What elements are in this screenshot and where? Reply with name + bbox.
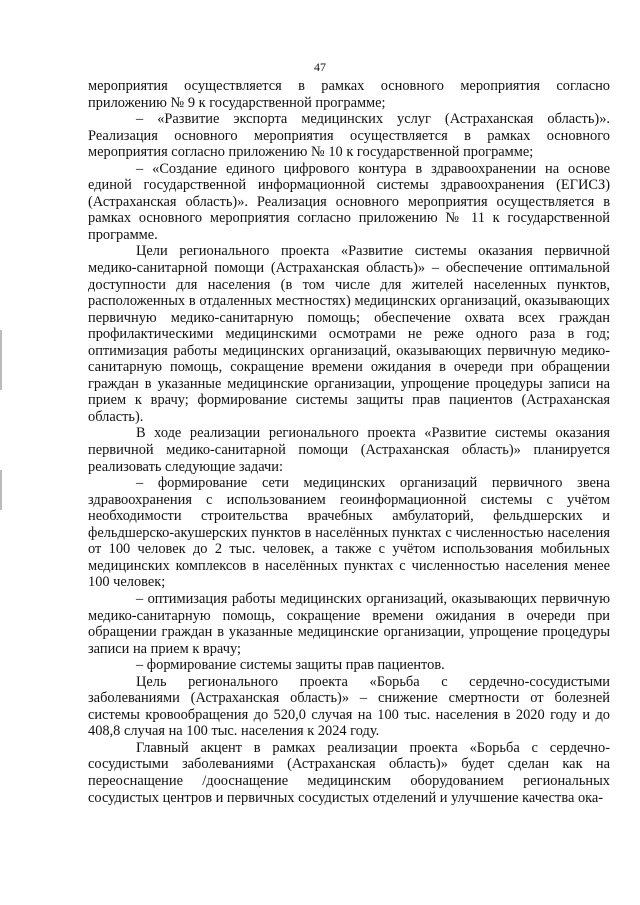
list-item: – формирование сети медицинских организаций первичного звена здравоохранения с использованием геоинформационной системы с учётом необходимости строительства врачебных амбулаторий, фельдшерских и фельдшерско-акушерских пунктов в населённых пунктах с численностью населения от 100 человек до 2 тыс. человек, а также с учётом использования мобильных медицинских комплексов в населённых пунктах с численностью населения менее 100 человек; — [88, 475, 610, 591]
page-number: 47 — [314, 60, 326, 74]
paragraph: Главный акцент в рамках реализации проекта «Борьба с сердечно-сосудистыми заболеваниями (Астраханская область)» будет сделан как на переоснащение /дооснащение медицинским оборудованием региональных сосудистых центров и первичных сосудистых отделений и улучшение качества ока- — [88, 739, 610, 806]
list-item: – «Развитие экспорта медицинских услуг (Астраханская область)». Реализация основного мероприятия осуществляется в рамках основного мероприятия согласно приложению № 10 к государственной программе; — [88, 111, 610, 161]
margin-mark — [0, 470, 2, 510]
document-body — [88, 78, 610, 806]
paragraph: мероприятия осуществляется в рамках основного мероприятия согласно приложению № 9 к государственной программе; — [88, 78, 610, 111]
paragraph: Цель регионального проекта «Борьба с сердечно-сосудистыми заболеваниями (Астраханская область)» – снижение смертности от болезней системы кровообращения до 520,0 случая на 100 тыс. населения в 2020 году и до 408,8 случая на 100 тыс. населения к 2024 году. — [88, 673, 610, 740]
paragraph: Цели регионального проекта «Развитие системы оказания первичной медико-санитарной помощи (Астраханская область)» – обеспечение оптимальной доступности для населения (в том числе для жителей населенных пунктов, расположенных в отдаленных местностях) медицинских организаций, оказывающих первичную медико-санитарную помощь; обеспечение охвата всех граждан профилактическими медицинскими осмотрами не реже одного раза в год; оптимизация работы медицинских организаций, оказывающих первичную медико-санитарную помощь, сокращение времени ожидания в очереди при обращении граждан в указанные медицинские организации, упрощение процедуры записи на прием к врачу; формирование системы защиты прав пациентов (Астраханская область). — [88, 243, 610, 425]
paragraph: В ходе реализации регионального проекта «Развитие системы оказания первичной медико-санитарной помощи (Астраханская область)» планируется реализовать следующие задачи: — [88, 425, 610, 475]
margin-mark — [0, 330, 2, 390]
list-item: – «Создание единого цифрового контура в здравоохранении на основе единой государственной информационной системы здравоохранения (ЕГИСЗ) (Астраханская область)». Реализация основного мероприятия осуществляется в рамках основного мероприятия согласно приложению № 11 к государственной программе. — [88, 160, 610, 243]
list-item: – оптимизация работы медицинских организаций, оказывающих первичную медико-санитарную помощь, сокращение времени ожидания в очереди при обращении граждан в указанные медицинские организации, упрощение процедуры записи на прием к врачу; — [88, 590, 610, 657]
list-item: – формирование системы защиты прав пациентов. — [136, 657, 445, 674]
